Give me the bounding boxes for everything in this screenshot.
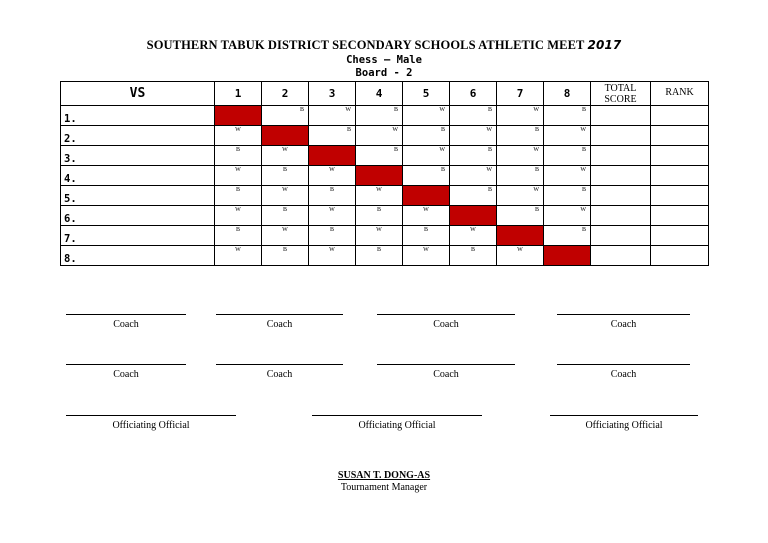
color-mark: B <box>346 127 351 133</box>
row-label: 6. <box>61 206 215 226</box>
signature-line <box>216 364 343 365</box>
match-cell <box>497 146 544 166</box>
color-mark: B <box>534 167 539 173</box>
color-mark: W <box>486 127 492 133</box>
color-mark: B <box>393 147 398 153</box>
color-mark: W <box>580 127 586 133</box>
match-cell <box>262 186 309 206</box>
column-header: 2 <box>262 82 309 106</box>
color-mark: W <box>392 127 398 133</box>
match-cell <box>309 126 356 146</box>
row-label: 8. <box>61 246 215 266</box>
rank-cell[interactable] <box>651 246 709 266</box>
manager-name: SUSAN T. DONG-AS <box>337 470 431 481</box>
event-subtitle: Chess – Male <box>346 54 422 66</box>
column-header: 7 <box>497 82 544 106</box>
match-cell <box>497 206 544 226</box>
column-header: 8 <box>544 82 591 106</box>
match-cell <box>356 226 403 246</box>
table-row <box>61 166 709 186</box>
signature-line <box>66 415 236 416</box>
match-cell <box>544 206 591 226</box>
color-mark: B <box>393 107 398 113</box>
coach-label: Coach <box>610 369 637 380</box>
match-cell <box>356 186 403 206</box>
color-mark: W <box>282 187 288 193</box>
color-mark: B <box>329 227 334 233</box>
column-header: 1 <box>215 82 262 106</box>
table-row <box>61 146 709 166</box>
signature-line <box>312 415 482 416</box>
match-cell <box>544 146 591 166</box>
coach-signature-2 <box>216 314 343 330</box>
match-cell <box>309 186 356 206</box>
color-mark: B <box>440 167 445 173</box>
match-cell <box>309 106 356 126</box>
title-text: SOUTHERN TABUK DISTRICT SECONDARY SCHOOLS ATHLETIC MEET <box>146 38 585 52</box>
self-match-cell <box>450 206 497 226</box>
match-cell <box>309 226 356 246</box>
rank-cell[interactable] <box>651 186 709 206</box>
self-match-cell <box>309 146 356 166</box>
color-mark: B <box>440 127 445 133</box>
total-score-cell[interactable] <box>591 226 651 246</box>
color-mark: B <box>282 247 287 253</box>
match-cell <box>215 226 262 246</box>
total-score-cell[interactable] <box>591 246 651 266</box>
rank-cell[interactable] <box>651 126 709 146</box>
color-mark: W <box>533 107 539 113</box>
round-robin-table <box>60 81 709 266</box>
match-cell <box>356 126 403 146</box>
match-cell <box>215 146 262 166</box>
self-match-cell <box>356 166 403 186</box>
match-cell <box>403 246 450 266</box>
match-cell <box>215 246 262 266</box>
color-mark: B <box>581 107 586 113</box>
color-mark: B <box>235 147 240 153</box>
signature-line <box>557 364 690 365</box>
signature-line <box>550 415 698 416</box>
match-cell <box>215 186 262 206</box>
color-mark: W <box>376 187 382 193</box>
match-cell <box>450 186 497 206</box>
color-mark: B <box>534 127 539 133</box>
match-cell <box>356 146 403 166</box>
table-row <box>61 246 709 266</box>
color-mark: B <box>470 247 475 253</box>
official-signature-1 <box>66 415 236 431</box>
column-header: 6 <box>450 82 497 106</box>
rank-header: RANK <box>651 82 709 106</box>
match-cell <box>403 206 450 226</box>
color-mark: W <box>282 227 288 233</box>
match-cell <box>403 166 450 186</box>
color-mark: W <box>580 167 586 173</box>
signature-line <box>66 314 186 315</box>
coach-signature-5 <box>66 364 186 380</box>
row-label: 3. <box>61 146 215 166</box>
color-mark: W <box>235 207 241 213</box>
table-header-row <box>61 82 709 106</box>
color-mark: W <box>345 107 351 113</box>
vs-header: VS <box>61 82 215 106</box>
signature-line <box>377 364 515 365</box>
match-cell <box>309 246 356 266</box>
match-cell <box>309 166 356 186</box>
color-mark: W <box>533 187 539 193</box>
color-mark: W <box>533 147 539 153</box>
match-cell <box>450 226 497 246</box>
match-cell <box>497 246 544 266</box>
match-cell <box>356 246 403 266</box>
coach-label: Coach <box>610 319 637 330</box>
match-cell <box>215 126 262 146</box>
color-mark: W <box>282 147 288 153</box>
coach-label: Coach <box>113 369 139 380</box>
color-mark: B <box>487 187 492 193</box>
title-year: 2017 <box>587 38 622 52</box>
rank-cell[interactable] <box>651 206 709 226</box>
self-match-cell <box>403 186 450 206</box>
coach-signature-4 <box>557 314 690 330</box>
color-mark: B <box>534 207 539 213</box>
match-cell <box>215 206 262 226</box>
row-label: 1. <box>61 106 215 126</box>
coach-signature-1 <box>66 314 186 330</box>
rank-cell[interactable] <box>651 226 709 246</box>
match-cell <box>262 206 309 226</box>
color-mark: B <box>299 107 304 113</box>
color-mark: B <box>423 227 428 233</box>
match-cell <box>403 106 450 126</box>
color-mark: W <box>376 227 382 233</box>
match-cell <box>403 146 450 166</box>
table-row <box>61 206 709 226</box>
match-cell <box>403 126 450 146</box>
table-row <box>61 186 709 206</box>
match-cell <box>403 226 450 246</box>
match-cell <box>544 226 591 246</box>
coach-signature-7 <box>377 364 515 380</box>
self-match-cell <box>497 226 544 246</box>
self-match-cell <box>262 126 309 146</box>
match-cell <box>497 106 544 126</box>
color-mark: B <box>282 167 287 173</box>
match-cell <box>262 146 309 166</box>
color-mark: W <box>517 247 523 253</box>
rank-cell[interactable] <box>651 166 709 186</box>
official-signature-2 <box>312 415 482 431</box>
table-row <box>61 106 709 126</box>
match-cell <box>544 126 591 146</box>
match-cell <box>450 246 497 266</box>
signature-line <box>557 314 690 315</box>
official-label: Officiating Official <box>112 420 190 431</box>
total-score-header: TOTAL SCORE <box>591 82 651 106</box>
color-mark: B <box>581 147 586 153</box>
official-label: Officiating Official <box>358 420 436 431</box>
total-score-cell[interactable] <box>591 106 651 126</box>
match-cell <box>544 106 591 126</box>
row-label: 2. <box>61 126 215 146</box>
match-cell <box>262 246 309 266</box>
match-cell <box>450 166 497 186</box>
coach-label: Coach <box>266 369 293 380</box>
table-row <box>61 126 709 146</box>
color-mark: B <box>235 187 240 193</box>
color-mark: W <box>486 167 492 173</box>
color-mark: B <box>581 227 586 233</box>
color-mark: B <box>487 107 492 113</box>
color-mark: B <box>376 247 381 253</box>
total-score-cell[interactable] <box>591 146 651 166</box>
color-mark: W <box>423 247 429 253</box>
coach-signature-6 <box>216 364 343 380</box>
match-cell <box>450 146 497 166</box>
color-mark: B <box>235 227 240 233</box>
total-score-cell[interactable] <box>591 126 651 146</box>
color-mark: W <box>329 167 335 173</box>
column-header: 5 <box>403 82 450 106</box>
match-cell <box>450 106 497 126</box>
match-cell <box>356 206 403 226</box>
self-match-cell <box>544 246 591 266</box>
total-score-cell[interactable] <box>591 166 651 186</box>
signature-line <box>377 314 515 315</box>
self-match-cell <box>215 106 262 126</box>
color-mark: W <box>439 147 445 153</box>
official-label: Officiating Official <box>585 420 663 431</box>
match-cell <box>262 226 309 246</box>
color-mark: W <box>235 247 241 253</box>
match-cell <box>497 126 544 146</box>
column-header: 4 <box>356 82 403 106</box>
rank-cell[interactable] <box>651 146 709 166</box>
coach-signature-8 <box>557 364 690 380</box>
match-cell <box>262 106 309 126</box>
color-mark: W <box>235 167 241 173</box>
match-cell <box>309 206 356 226</box>
rank-cell[interactable] <box>651 106 709 126</box>
color-mark: B <box>487 147 492 153</box>
tournament-manager-block <box>0 470 768 493</box>
board-subtitle: Board - 2 <box>355 67 413 79</box>
color-mark: W <box>580 207 586 213</box>
signature-line <box>216 314 343 315</box>
match-cell <box>544 186 591 206</box>
document-title <box>0 38 768 53</box>
row-label: 4. <box>61 166 215 186</box>
official-signature-3 <box>550 415 698 431</box>
total-score-cell[interactable] <box>591 206 651 226</box>
total-score-cell[interactable] <box>591 186 651 206</box>
match-cell <box>497 166 544 186</box>
color-mark: W <box>439 107 445 113</box>
manager-role: Tournament Manager <box>340 482 428 493</box>
color-mark: W <box>235 127 241 133</box>
match-cell <box>497 186 544 206</box>
coach-label: Coach <box>113 319 139 330</box>
color-mark: W <box>423 207 429 213</box>
coach-signature-3 <box>377 314 515 330</box>
table-row <box>61 226 709 246</box>
column-header: 3 <box>309 82 356 106</box>
color-mark: B <box>581 187 586 193</box>
color-mark: W <box>470 227 476 233</box>
row-label: 7. <box>61 226 215 246</box>
match-cell <box>262 166 309 186</box>
color-mark: B <box>282 207 287 213</box>
match-cell <box>215 166 262 186</box>
coach-label: Coach <box>266 319 293 330</box>
signature-line <box>66 364 186 365</box>
coach-label: Coach <box>433 319 459 330</box>
color-mark: W <box>329 247 335 253</box>
coach-label: Coach <box>433 369 459 380</box>
row-label: 5. <box>61 186 215 206</box>
match-cell <box>356 106 403 126</box>
color-mark: B <box>329 187 334 193</box>
match-cell <box>450 126 497 146</box>
match-cell <box>544 166 591 186</box>
color-mark: B <box>376 207 381 213</box>
color-mark: W <box>329 207 335 213</box>
